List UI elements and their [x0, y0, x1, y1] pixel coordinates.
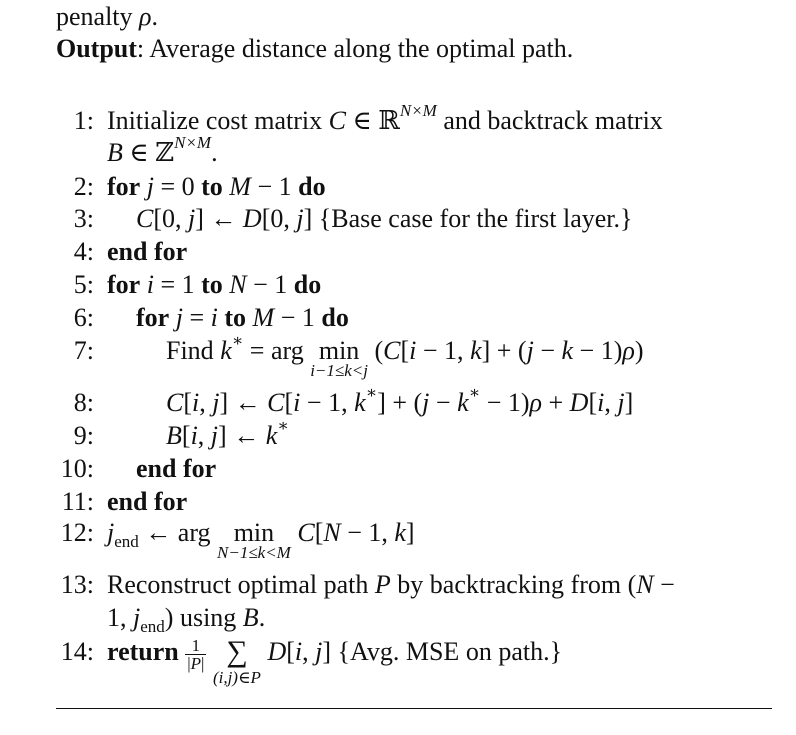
l1-text-a: Initialize cost matrix: [107, 106, 329, 135]
output-text: : Average distance along the optimal path.: [136, 34, 574, 63]
algo-line-6: for j = i to M − 1 do: [136, 303, 349, 332]
line-number-2: 2:: [73, 172, 94, 201]
l13-text-a: Reconstruct optimal path: [107, 570, 375, 599]
line-number-1: 1:: [73, 106, 94, 135]
algo-line-12: $j_{end}$ ← arg min N−1≤k<M C[N − 1, k]: [107, 518, 415, 562]
line-number-7: 7:: [73, 336, 94, 365]
algo-line-5: for i = 1 to N − 1 do: [107, 270, 322, 299]
line-number-8: 8:: [73, 388, 94, 417]
line-number-6: 6:: [73, 303, 94, 332]
line-number-3: 3:: [73, 204, 94, 233]
output-label: Output: [56, 34, 137, 63]
l14-comment: {Avg. MSE on path.}: [337, 637, 563, 666]
l3-comment: {Base case for the first layer.}: [318, 204, 633, 233]
algo-line-4: end for: [107, 237, 188, 266]
l13-text-b: by backtracking from (: [390, 570, 637, 599]
algo-line-14: return $\frac{1}{|P|}$ ∑ (i,j)∈P D[i, j] {Avg. MSE on path.}: [107, 635, 563, 687]
l13-text-c: using: [179, 603, 243, 632]
algo-line-9: B[i, j] ← k∗: [166, 416, 289, 450]
algo-line-11: end for: [107, 487, 188, 516]
algo-line-3: C[0, j] ← D[0, j] {Base case for the first layer.}: [136, 204, 633, 233]
algo-line-1-cont: B ∈ ℤ$^{N\times M}$.: [107, 133, 218, 168]
line-number-11: 11:: [61, 487, 94, 516]
line-number-4: 4:: [73, 237, 94, 266]
algo-line-7: Find k∗ = arg min i−1≤k<j (C[i − 1, k] + (j − k − 1)ρ): [166, 331, 644, 380]
algo-line-10: end for: [136, 454, 217, 483]
line-number-14: 14:: [60, 637, 94, 666]
output-line: [56, 34, 573, 64]
line-number-13: 13:: [60, 570, 94, 599]
algo-line-2: for j = 0 to M − 1 do: [107, 172, 326, 201]
line-number-9: 9:: [73, 421, 94, 450]
l1-text-b: and backtrack matrix: [436, 106, 663, 135]
algo-line-13: Reconstruct optimal path P by backtracking from (N −: [107, 570, 675, 599]
bottom-rule: [56, 708, 772, 709]
line-number-12: 12:: [60, 518, 94, 547]
algo-line-1: Initialize cost matrix C ∈ ℝ$^{N\times M}$ and backtrack matrix: [107, 101, 663, 136]
line-number-10: 10:: [60, 454, 94, 483]
line-number-5: 5:: [73, 270, 94, 299]
algo-line-13-cont: 1, $j_{end}$) using B.: [107, 603, 266, 636]
penalty-text: penalty ρ.: [56, 2, 159, 31]
algo-line-8: C[i, j] ← C[i − 1, k∗] + (j − k∗ − 1)ρ + D[i, j]: [166, 383, 634, 417]
